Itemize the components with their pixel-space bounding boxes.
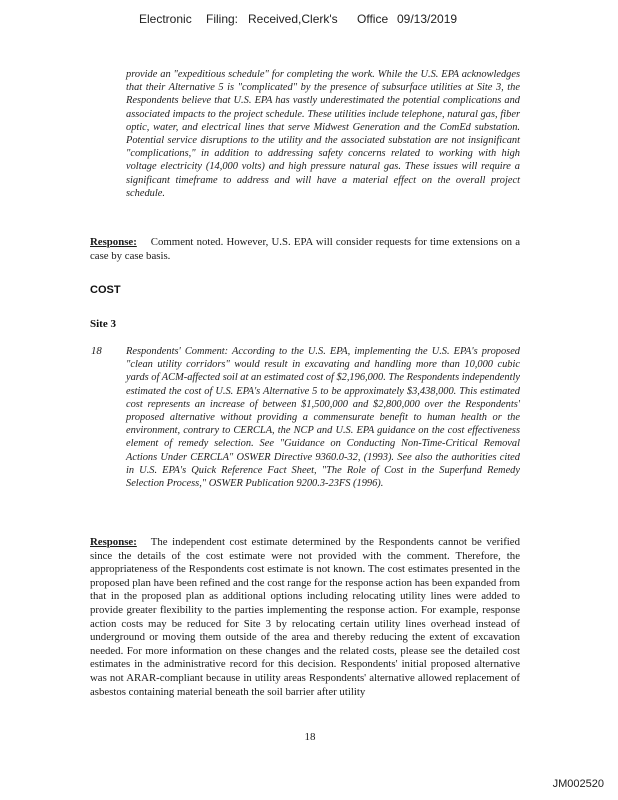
- header-office: Office: [357, 12, 389, 26]
- subsection-heading-site3: Site 3: [90, 318, 116, 330]
- section-heading-cost: COST: [90, 284, 121, 296]
- response-label: Response:: [90, 236, 137, 248]
- page-number: 18: [304, 731, 316, 743]
- header-filing: Filing:: [206, 12, 239, 26]
- response-label: Response:: [90, 536, 137, 548]
- comment-18-text: Respondents' Comment: According to the U.S. EPA, implementing the U.S. EPA's proposed "clean utility corridors" would result in excavating and handling more than 10,000 cubic yards of ACM-affected soil at an estimated cost of $2,196,000. The Respondents independently estimated the cost of U.S. EPA's Alternative 5 to be approximately $3,438,000. This estimated cost represents an increase of between $1,500,000 and $2,800,000 over the Respondents' proposed alternative without providing a commensurate benefit to human health or the environment, contrary to CERCLA, the NCP and U.S. EPA guidance on the cost effectiveness element of remedy selection. See "Guidance on Conducting Non-Time-Critical Removal Actions Under CERCLA" OSWER Directive 9360.0-32, (1993). See also the authorities cited in U.S. EPA's Quick Reference Fact Sheet, "The Role of Cost in the Superfund Remedy Selection Process," OSWER Publication 9200.3-23FS (1996).: [126, 346, 520, 490]
- header-date: 09/13/2019: [397, 12, 458, 26]
- response-text: The independent cost estimate determined by the Respondents cannot be verified since the details of the cost estimate were not provided with the comment. Therefore, the appropriateness of the Respondents cost estimate is not known. The cost estimates presented in the proposed plan have been refined and the cost range for the response action has been expanded from that in the proposed plan as additional options including relocating utility lines were added to provide greater flexibility to the parties implementing the response action. For example, response action costs may be reduced for Site 3 by relocating certain utility lines overhead instead of underground or moving them outside of the area and thereby reducing the extent of excavation needed. For more information on these changes and the related costs, please see the detailed cost estimates in the administrative record for this decision. Respondents' initial proposed alternative was not ARAR-compliant because in utility areas Respondents' alternative allowed replacement of asbestos containing material beneath the soil barrier after utility: [90, 536, 520, 698]
- response-block-2: [90, 536, 520, 699]
- bates-number: JM002520: [552, 778, 604, 790]
- response-block-1: [90, 236, 520, 263]
- header-received: Received,Clerk's: [248, 12, 338, 26]
- comment-number: 18: [91, 345, 102, 357]
- response-text: Comment noted. However, U.S. EPA will consider requests for time extensions on a case by case basis.: [90, 236, 520, 262]
- quoted-comment-continuation: provide an "expeditious schedule" for completing the work. While the U.S. EPA acknowledges that their Alternative 5 is "complicated" by the presence of subsurface utilities at Site 3, the Respondents believe that U.S. EPA has vastly underestimated the potential complications and associated impacts to the project schedule. These utilities include telephone, natural gas, fiber optic, water, and electrical lines that serve Midwest Generation and the ComEd substation. Potential service disruptions to the utility and the associated substation are not insignificant "complications," in addition to addressing safety concerns related to working with high voltage electricity (14,000 volts) and high pressure natural gas. These issues will require a significant timeframe to address and will have a material effect on the overall project schedule.: [126, 69, 520, 199]
- header-electronic: Electronic: [139, 12, 192, 26]
